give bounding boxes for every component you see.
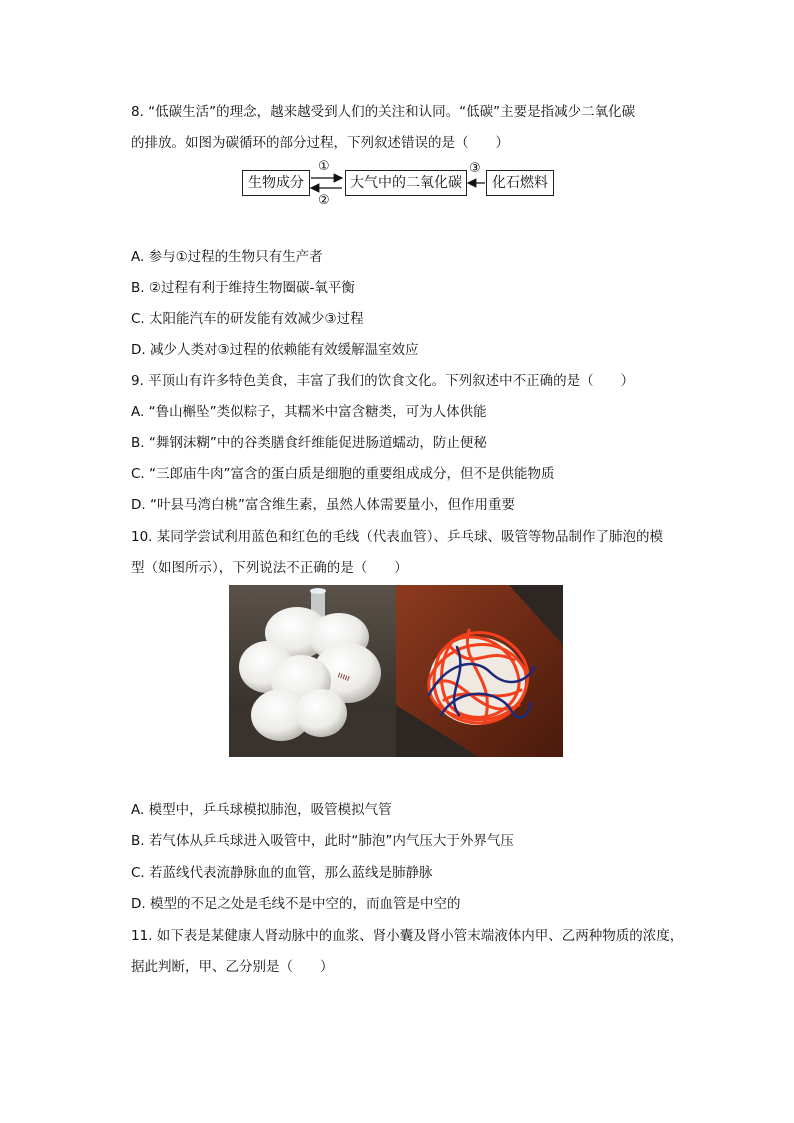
q9-option-b: B. “舞钢沫糊”中的谷类膳食纤维能促进肠道蠕动，防止便秘 <box>131 435 487 451</box>
box-atmospheric-co2: 大气中的二氧化碳 <box>345 170 467 196</box>
q10-stem-line1: 10. 某同学尝试利用蓝色和红色的毛线（代表血管）、乒乓球、吸管等物品制作了肺泡的模 <box>131 529 664 545</box>
q10-option-a: A. 模型中，乒乓球模拟肺泡，吸管模拟气管 <box>131 802 392 818</box>
q8-option-c: C. 太阳能汽车的研发能有效减少③过程 <box>131 311 364 327</box>
q10-stem-line2: 型（如图所示），下列说法不正确的是（ ） <box>131 560 408 576</box>
q8-option-b: B. ②过程有利于维持生物圈碳-氧平衡 <box>131 280 355 296</box>
box-fossil-fuel: 化石燃料 <box>486 170 554 196</box>
q11-stem-line2: 据此判断，甲、乙分别是（ ） <box>131 959 334 975</box>
q9-stem: 9. 平顶山有许多特色美食，丰富了我们的饮食文化。下列叙述中不正确的是（ ） <box>131 373 635 389</box>
diagram-arrows <box>0 0 794 260</box>
q11-stem-line1: 11. 如下表是某健康人肾动脉中的血浆、肾小囊及肾小管末端液体内甲、乙两种物质的浓度， <box>131 928 684 944</box>
q8-stem-line1: 8. “低碳生活”的理念，越来越受到人们的关注和认同。“低碳”主要是指减少二氧化碳 <box>131 104 636 120</box>
q10-option-b: B. 若气体从乒乓球进入吸管中，此时“肺泡”内气压大于外界气压 <box>131 833 514 849</box>
q8-option-d: D. 减少人类对③过程的依赖能有效缓解温室效应 <box>131 342 419 358</box>
process-label-2: ② <box>318 193 330 208</box>
alveoli-model-illustration <box>229 585 563 757</box>
process-label-3: ③ <box>469 161 481 176</box>
process-label-1: ① <box>318 159 330 174</box>
q9-option-d: D. “叶县马湾白桃”富含维生素，虽然人体需要量小，但作用重要 <box>131 497 515 513</box>
alveoli-model-photo <box>229 585 563 757</box>
q8-option-a: A. 参与①过程的生物只有生产者 <box>131 249 323 265</box>
q10-option-d: D. 模型的不足之处是毛线不是中空的，而血管是中空的 <box>131 896 461 912</box>
q9-option-a: A. “鲁山槲坠”类似粽子，其糯米中富含糖类，可为人体供能 <box>131 404 487 420</box>
q8-stem-line2: 的排放。如图为碳循环的部分过程，下列叙述错误的是（ ） <box>131 135 509 151</box>
box-biological-component: 生物成分 <box>242 170 310 196</box>
svg-text:ııııı: ııııı <box>335 670 352 685</box>
q10-option-c: C. 若蓝线代表流静脉血的血管，那么蓝线是肺静脉 <box>131 865 433 881</box>
q9-option-c: C. “三郎庙牛肉”富含的蛋白质是细胞的重要组成成分，但不是供能物质 <box>131 466 555 482</box>
